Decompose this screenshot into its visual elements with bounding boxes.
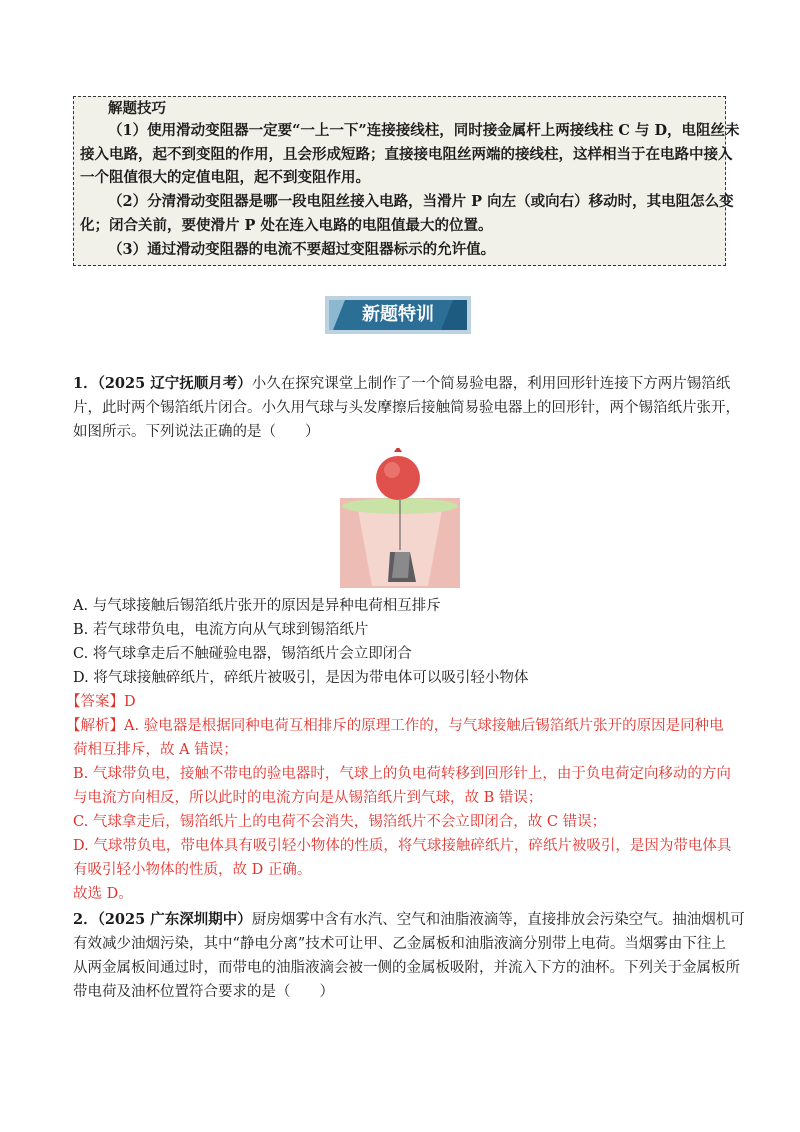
q1-option-a: A. 与气球接触后锡箔纸片张开的原因是异种电荷相互排斥	[73, 598, 441, 614]
q1-option-d: D. 将气球接触碎纸片，碎纸片被吸引，是因为带电体可以吸引轻小物体	[73, 670, 529, 686]
tips-line: 接入电路，起不到变阻的作用，且会形成短路；直接接电阻丝两端的接线柱，这样相当于在电路中接入	[80, 146, 733, 163]
q1-option-b: B. 若气球带负电，电流方向从气球到锡箔纸片	[73, 622, 369, 638]
q1-analysis-line: D. 气球带负电，带电体具有吸引轻小物体的性质，将气球接触碎纸片，碎纸片被吸引，是因为带电体具	[73, 838, 732, 854]
q1-number: 1．	[73, 375, 98, 392]
tips-line: （2）分清滑动变阻器是哪一段电阻丝接入电路，当滑片 P 向左（或向右）移动时，其电阻怎么变	[108, 193, 734, 210]
banner-title: 新题特训	[362, 304, 434, 325]
q1-option-c: C. 将气球拿走后不触碰验电器，锡箔纸片会立即闭合	[73, 646, 412, 662]
q1-source: （2025 辽宁抚顺月考）	[97, 375, 252, 392]
q1-analysis-line: 有吸引轻小物体的性质，故 D 正确。	[73, 862, 312, 878]
q1-analysis-line	[66, 716, 724, 736]
q1-stem-line: 片，此时两个锡箔纸片闭合。小久用气球与头发摩擦后接触简易验电器上的回形针，两个锡箔纸片张开，	[73, 400, 740, 416]
q1-analysis-line: B. 气球带负电，接触不带电的验电器时，气球上的负电荷转移到回形针上，由于负电荷定向移动的方向	[73, 766, 731, 782]
answer-value: D	[124, 694, 136, 710]
electroscope-photo	[340, 448, 460, 588]
q1-stem-text: 小久在探究课堂上制作了一个简易验电器，利用回形针连接下方两片锡箔纸	[251, 376, 731, 392]
q1-analysis-line: 荷相互排斥，故 A 错误；	[73, 742, 238, 758]
q2-stem-line: 从两金属板间通过时，而带电的油脂液滴会被一侧的金属板吸附，并流入下方的油杯。下列关于金属板所	[73, 960, 740, 976]
q1-stem-line: 如图所示。下列说法正确的是（ ）	[73, 424, 320, 440]
tips-box	[73, 96, 740, 266]
tips-title: 解题技巧	[108, 100, 166, 117]
q2-stem-line	[73, 910, 745, 930]
tips-line: （3）通过滑动变阻器的电流不要超过变阻器标示的允许值。	[108, 241, 496, 258]
analysis-label: 【解析】	[66, 718, 124, 734]
section-banner	[323, 292, 473, 338]
q2-number: 2．	[73, 911, 98, 928]
q1-analysis-line: C. 气球拿走后，锡箔纸片上的电荷不会消失，锡箔纸片不会立即闭合，故 C 错误；	[73, 814, 607, 830]
q2-stem-text: 厨房烟雾中含有水汽、空气和油脂液滴等，直接排放会污染空气。抽油烟机可	[251, 912, 745, 928]
q1-stem-line	[73, 374, 730, 394]
tips-line: （1）使用滑动变阻器一定要“一上一下”连接接线柱，同时接金属杆上两接线柱 C 与 D，电阻丝未	[108, 122, 740, 139]
q2-stem-line: 带电荷及油杯位置符合要求的是（ ）	[73, 984, 334, 1000]
q2-stem-line: 有效减少油烟污染，其中“静电分离”技术可让甲、乙金属板和油脂液滴分别带上电荷。当烟雾由下往上	[73, 936, 726, 952]
q1-answer	[66, 692, 136, 712]
tips-line: 一个阻值很大的定值电阻，起不到变阻作用。	[80, 169, 370, 186]
q1-analysis-line: 与电流方向相反，所以此时的电流方向是从锡箔纸片到气球，故 B 错误；	[73, 790, 543, 806]
analysis-text: A. 验电器是根据同种电荷互相排斥的原理工作的，与气球接触后锡箔纸片张开的原因是同种电	[124, 718, 724, 734]
q1-conclusion: 故选 D。	[73, 886, 133, 902]
answer-label: 【答案】	[66, 694, 124, 710]
q2-source: （2025 广东深圳期中）	[97, 911, 252, 928]
tips-line: 化；闭合关前，要使滑片 P 处在连入电路的电阻值最大的位置。	[80, 217, 493, 234]
